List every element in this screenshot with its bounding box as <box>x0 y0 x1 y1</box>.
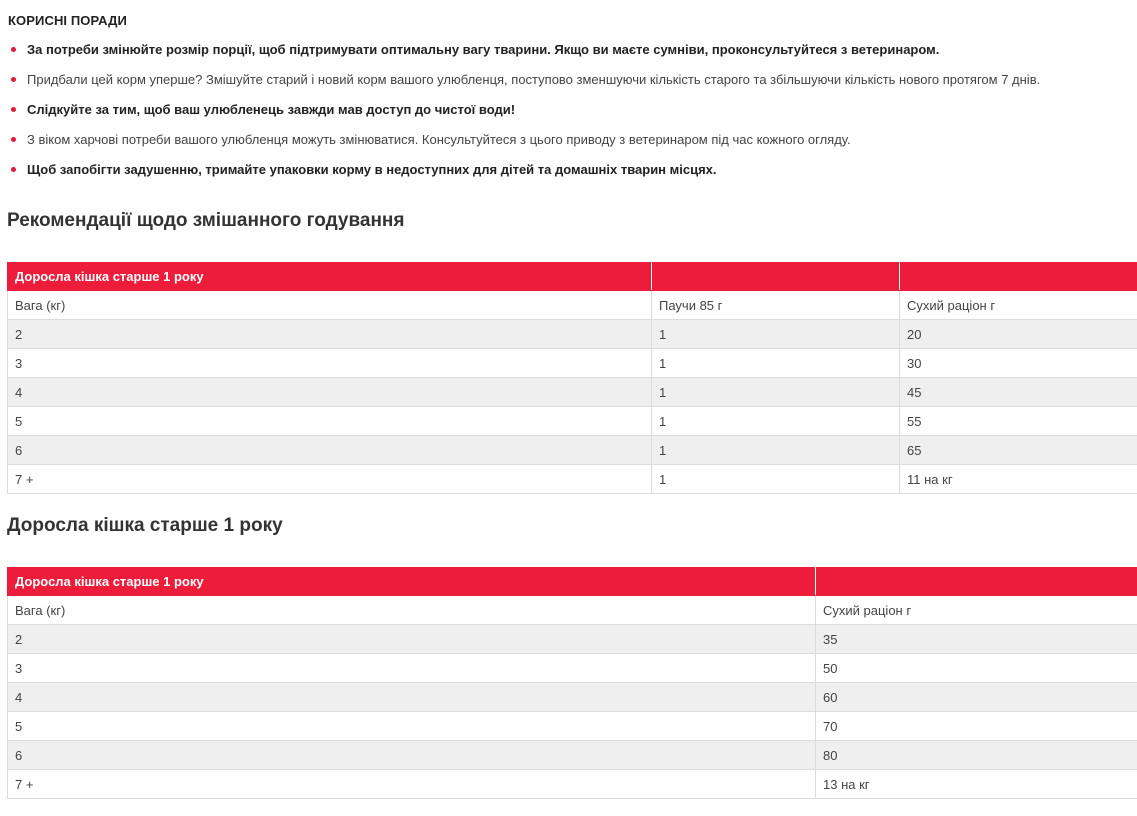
bullet-icon <box>11 107 16 112</box>
cell-pouches: 1 <box>652 378 900 407</box>
cell-weight: 7 + <box>8 770 816 799</box>
cell-weight: 6 <box>8 741 816 770</box>
table-row <box>8 741 1137 770</box>
cell-weight: 3 <box>8 654 816 683</box>
cell-pouches: 1 <box>652 320 900 349</box>
table-title-spacer <box>900 262 1137 291</box>
table-row <box>8 436 1137 465</box>
tip-item <box>0 95 1137 125</box>
tip-item <box>0 125 1137 155</box>
table-row <box>8 683 1137 712</box>
tip-item <box>0 155 1137 185</box>
cell-dry-ration: 50 <box>816 654 1137 683</box>
mixed-feeding-heading: Рекомендації щодо змішанного годування <box>7 210 405 231</box>
column-header-dry-ration: Сухий раціон г <box>900 291 1137 320</box>
bullet-icon <box>11 167 16 172</box>
column-header-weight: Вага (кг) <box>8 596 816 625</box>
cell-dry-ration: 80 <box>816 741 1137 770</box>
cell-dry-ration: 11 на кг <box>900 465 1137 494</box>
tip-item <box>0 65 1137 95</box>
bullet-icon <box>11 137 16 142</box>
dry-feeding-heading: Доросла кішка старше 1 року <box>7 515 283 536</box>
cell-pouches: 1 <box>652 436 900 465</box>
table-row <box>8 654 1137 683</box>
table-row <box>8 378 1137 407</box>
column-header-pouches: Паучи 85 г <box>652 291 900 320</box>
table-row <box>8 770 1137 799</box>
table-title-row <box>8 567 1137 596</box>
cell-dry-ration: 65 <box>900 436 1137 465</box>
cell-weight: 5 <box>8 407 652 436</box>
dry-feeding-table <box>7 566 1137 799</box>
tips-list <box>0 35 1137 185</box>
column-header-weight: Вага (кг) <box>8 291 652 320</box>
table-row <box>8 407 1137 436</box>
cell-weight: 6 <box>8 436 652 465</box>
cell-pouches: 1 <box>652 465 900 494</box>
bullet-icon <box>11 47 16 52</box>
cell-pouches: 1 <box>652 407 900 436</box>
table-header-row <box>8 291 1137 320</box>
cell-weight: 7 + <box>8 465 652 494</box>
cell-dry-ration: 70 <box>816 712 1137 741</box>
cell-dry-ration: 30 <box>900 349 1137 378</box>
table-row <box>8 625 1137 654</box>
column-header-dry-ration: Сухий раціон г <box>816 596 1137 625</box>
table-row <box>8 712 1137 741</box>
tip-item <box>0 35 1137 65</box>
tip-text: Слідкуйте за тим, щоб ваш улюбленець завжди мав доступ до чистої води! <box>27 102 516 117</box>
tip-text: Придбали цей корм уперше? Змішуйте старий і новий корм вашого улюбленця, поступово зменшуючи кількість старого та збільшуючи кількість нового протягом 7 днів. <box>27 72 1041 87</box>
cell-weight: 2 <box>8 320 652 349</box>
table-title-spacer <box>816 567 1137 596</box>
cell-dry-ration: 45 <box>900 378 1137 407</box>
table-title-spacer <box>652 262 900 291</box>
table-row <box>8 465 1137 494</box>
table-header-row <box>8 596 1137 625</box>
table-title: Доросла кішка старше 1 року <box>8 262 652 291</box>
tip-text: За потреби змінюйте розмір порції, щоб підтримувати оптимальну вагу тварини. Якщо ви маєте сумніви, проконсультуйтеся з ветеринаром. <box>27 42 940 57</box>
cell-dry-ration: 60 <box>816 683 1137 712</box>
cell-weight: 3 <box>8 349 652 378</box>
cell-dry-ration: 13 на кг <box>816 770 1137 799</box>
cell-weight: 4 <box>8 378 652 407</box>
cell-dry-ration: 20 <box>900 320 1137 349</box>
table-title-row <box>8 262 1137 291</box>
table-row <box>8 349 1137 378</box>
cell-pouches: 1 <box>652 349 900 378</box>
cell-weight: 2 <box>8 625 816 654</box>
cell-dry-ration: 55 <box>900 407 1137 436</box>
tip-text: З віком харчові потреби вашого улюбленця можуть змінюватися. Консультуйтеся з цього приводу з ветеринаром під час кожного огляду. <box>27 132 851 147</box>
cell-weight: 5 <box>8 712 816 741</box>
tip-text: Щоб запобігти задушенню, тримайте упаковки корму в недоступних для дітей та домашніх тварин місцях. <box>27 162 717 177</box>
bullet-icon <box>11 77 16 82</box>
cell-dry-ration: 35 <box>816 625 1137 654</box>
table-row <box>8 320 1137 349</box>
table-title: Доросла кішка старше 1 року <box>8 567 816 596</box>
tips-title: КОРИСНІ ПОРАДИ <box>8 13 127 28</box>
mixed-feeding-table <box>7 261 1137 494</box>
cell-weight: 4 <box>8 683 816 712</box>
